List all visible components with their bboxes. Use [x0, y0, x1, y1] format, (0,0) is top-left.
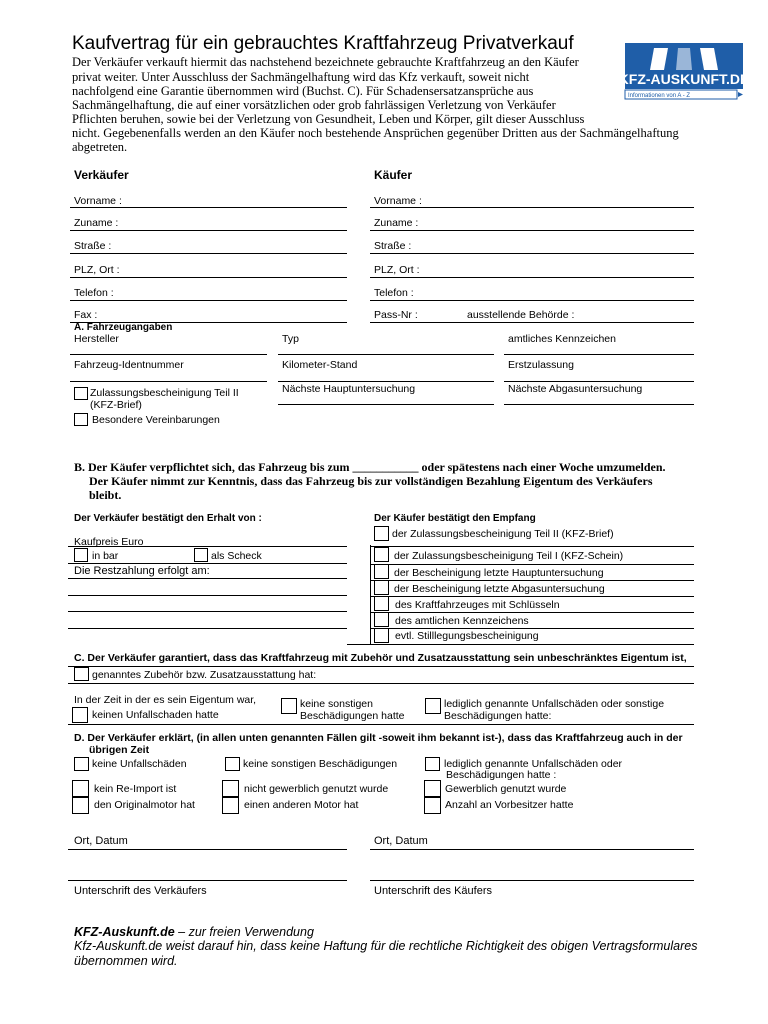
commercial-checkbox[interactable] [424, 780, 441, 797]
buyer-plz-field[interactable] [370, 277, 694, 278]
buyer-receipt-heading: Der Käufer bestätigt den Empfang [374, 513, 536, 524]
prev-owners-label: Anzahl an Vorbesitzer hatte [445, 799, 574, 811]
prev-owners-checkbox[interactable] [424, 797, 441, 814]
buyer-vorname-field[interactable] [370, 207, 694, 208]
no-other-damage-label-2: Beschädigungen hatte [300, 710, 405, 722]
d-no-other-checkbox[interactable] [225, 757, 240, 771]
seller-plz-label: PLZ, Ort : [74, 264, 120, 276]
accessories-checkbox[interactable] [74, 667, 89, 681]
section-b-line3: bleibt. [89, 488, 122, 502]
footer-line-3: übernommen wird. [74, 954, 178, 968]
seller-signature-field[interactable] [68, 880, 347, 881]
page-title: Kaufvertrag für ein gebrauchtes Kraftfahrzeug Privatverkauf [72, 33, 574, 54]
footer-brand: KFZ-Auskunft.de [74, 925, 175, 939]
d-no-accident-checkbox[interactable] [74, 757, 89, 771]
seller-telefon-label: Telefon : [74, 287, 114, 299]
svg-text:KFZ-AUSKUNFT.DE: KFZ-AUSKUNFT.DE [624, 71, 744, 87]
no-accident-damage-label: keinen Unfallschaden hatte [92, 709, 219, 721]
intro-line: Sachmängelhaftung, die auf einer vorsätzlichen oder grob fahrlässigen Verletzung von Verkäufer [72, 98, 556, 112]
d-named-damage-label-2: Beschädigungen hatte : [446, 769, 557, 781]
accessories-field[interactable] [68, 683, 694, 684]
cash-checkbox[interactable] [74, 548, 88, 562]
d-named-damage-label-1: lediglich genannte Unfallschäden oder [444, 758, 623, 770]
no-accident-damage-checkbox[interactable] [72, 707, 88, 723]
buyer-zuname-field[interactable] [370, 230, 694, 231]
section-c-heading: C. Der Verkäufer garantiert, dass das Kraftfahrzeug mit Zubehör und Zusatzausstattung sein unbeschränktes Eigentum ist, [74, 652, 687, 664]
seller-strasse-label: Straße : [74, 240, 112, 252]
au-label: Nächste Abgasuntersuchung [508, 383, 643, 395]
remaining-payment-field[interactable] [68, 578, 347, 579]
blank-line[interactable] [68, 595, 347, 596]
erstzulassung-label: Erstzulassung [508, 359, 574, 371]
receipt-row-line [370, 580, 694, 581]
logo-graphic [624, 42, 744, 100]
place-date-right-field[interactable] [370, 849, 694, 850]
buyer-zuname-label: Zuname : [374, 217, 419, 229]
receipt-checkbox-keys[interactable] [374, 596, 389, 611]
receipt-row-line [370, 596, 694, 597]
intro-line: nachfolgend eine Garantie übernommen wird (Buchst. C). Für Schadensersatzansprüche aus [72, 84, 534, 98]
hu-field[interactable] [278, 404, 494, 405]
receipt-item-zb1: der Zulassungsbescheinigung Teil I (KFZ-Schein) [394, 550, 624, 562]
accessories-label: genanntes Zubehör bzw. Zusatzausstattung hat: [92, 669, 317, 681]
km-field[interactable] [278, 381, 494, 382]
price-label: Kaufpreis Euro [74, 536, 144, 548]
seller-receipt-heading: Der Verkäufer bestätigt den Erhalt von : [74, 513, 262, 524]
buyer-heading: Käufer [374, 168, 413, 182]
receipt-item-au: der Bescheinigung letzte Abgasuntersuchung [394, 583, 605, 595]
no-other-damage-label-1: keine sonstigen [300, 698, 373, 710]
special-agreements-label: Besondere Vereinbarungen [92, 414, 220, 426]
buyer-strasse-label: Straße : [374, 240, 412, 252]
receipt-item-hu: der Bescheinigung letzte Hauptuntersuchung [394, 567, 604, 579]
buyer-telefon-field[interactable] [370, 300, 694, 301]
receipt-item-plates: des amtlichen Kennzeichens [395, 615, 529, 627]
logo-arrow-icon [738, 92, 743, 97]
kfz-auskunft-logo [624, 42, 744, 100]
hu-label: Nächste Hauptuntersuchung [282, 383, 416, 395]
d-no-accident-label: keine Unfallschäden [92, 758, 187, 770]
receipt-checkbox-zb1[interactable] [374, 547, 389, 562]
no-reimport-label: kein Re-Import ist [94, 783, 177, 795]
receipt-checkbox-plates[interactable] [374, 612, 389, 627]
buyer-passnr-label: Pass-Nr : [374, 309, 418, 321]
section-d-heading-1: D. Der Verkäufer erklärt, (in allen unten genannten Fällen gilt -soweit ihm bekannt ist-), dass das Kraftfahrzeug auch in der [74, 732, 683, 744]
blank-line[interactable] [68, 628, 347, 629]
receipt-checkbox-hu[interactable] [374, 564, 389, 579]
blank-line[interactable] [68, 611, 347, 612]
hersteller-label: Hersteller [74, 333, 119, 345]
issuing-authority-label: ausstellende Behörde : [467, 309, 575, 321]
d-no-other-label: keine sonstigen Beschädigungen [243, 758, 398, 770]
original-motor-label: den Originalmotor hat [94, 799, 195, 811]
receipt-checkbox-zb2[interactable] [374, 526, 389, 541]
seller-vorname-field[interactable] [70, 207, 347, 208]
footer-brand-suffix: – zur freien Verwendung [174, 925, 314, 939]
no-reimport-checkbox[interactable] [72, 780, 89, 797]
receipt-bottom-line [347, 644, 694, 645]
fin-label: Fahrzeug-Identnummer [74, 359, 184, 371]
payment-method-line [68, 563, 347, 564]
receipt-item-zb2: der Zulassungsbescheinigung Teil II (KFZ-Brief) [392, 528, 614, 540]
d-named-damage-checkbox[interactable] [425, 757, 440, 771]
remaining-payment-label: Die Restzahlung erfolgt am: [74, 565, 210, 577]
place-date-right-label: Ort, Datum [374, 835, 428, 847]
seller-zuname-field[interactable] [70, 230, 347, 231]
buyer-passnr-field[interactable] [370, 322, 694, 323]
not-commercial-checkbox[interactable] [222, 780, 239, 797]
cash-label: in bar [92, 550, 119, 562]
price-field[interactable] [68, 546, 347, 547]
seller-vorname-label: Vorname : [74, 195, 122, 207]
ownership-period-label: In der Zeit in der es sein Eigentum war, [74, 694, 257, 706]
seller-plz-field[interactable] [70, 277, 347, 278]
place-date-left-label: Ort, Datum [74, 835, 128, 847]
cheque-checkbox[interactable] [194, 548, 208, 562]
receipt-row-line [370, 564, 694, 565]
receipt-item-decommission: evtl. Stilllegungsbescheinigung [395, 630, 539, 642]
buyer-strasse-field[interactable] [370, 253, 694, 254]
named-damage-label-1: lediglich genannte Unfallschäden oder sonstige [444, 698, 665, 710]
other-motor-label: einen anderen Motor hat [244, 799, 359, 811]
kfz-brief-checkbox[interactable] [74, 387, 88, 400]
section-c-line [68, 666, 694, 667]
zb2-label: Zulassungsbescheinigung Teil II [90, 387, 239, 399]
receipt-row-line [370, 546, 694, 547]
km-label: Kilometer-Stand [282, 359, 358, 371]
named-damage-checkbox[interactable] [425, 698, 441, 714]
footer-line-2: Kfz-Auskunft.de weist darauf hin, dass keine Haftung für die rechtliche Richtigkeit des obigen Vertragsformulares [74, 939, 698, 953]
seller-strasse-field[interactable] [70, 253, 347, 254]
kennzeichen-label: amtliches Kennzeichen [508, 333, 616, 345]
seller-signature-label: Unterschrift des Verkäufers [74, 885, 207, 897]
seller-fax-label: Fax : [74, 309, 98, 321]
intro-line: abgetreten. [72, 140, 128, 154]
typ-label: Typ [282, 333, 299, 345]
section-b-line1: B. Der Käufer verpflichtet sich, das Fahrzeug bis zum ___________ oder spätestens nach einer Woche umzumelden. [74, 460, 666, 474]
hersteller-field[interactable] [70, 354, 267, 355]
named-damage-field[interactable] [68, 724, 694, 725]
section-a-heading: A. Fahrzeugangaben [74, 322, 173, 333]
receipt-row-line [370, 628, 694, 629]
original-motor-checkbox[interactable] [72, 797, 89, 814]
receipt-row-line [370, 612, 694, 613]
intro-line: Pflichten beruhen, sowie bei der Verletzung von Gesundheit, Leben und Körper, gilt dieser Ausschluss [72, 112, 585, 126]
special-agreements-checkbox[interactable] [74, 413, 88, 426]
receipt-checkbox-decommission[interactable] [374, 628, 389, 643]
section-d-heading-2: übrigen Zeit [89, 744, 150, 756]
no-other-damage-checkbox[interactable] [281, 698, 297, 714]
receipt-divider [370, 545, 371, 645]
section-b-line2: Der Käufer nimmt zur Kenntnis, dass das Fahrzeug bis zur vollständigen Bezahlung Eigentum des Verkäufers [89, 474, 653, 488]
receipt-item-keys: des Kraftfahrzeuges mit Schlüsseln [395, 599, 560, 611]
typ-field[interactable] [278, 354, 494, 355]
intro-line: Der Verkäufer verkauft hiermit das nachstehend bezeichnete gebrauchte Kraftfahrzeug an den Käufer [72, 55, 579, 69]
buyer-signature-field[interactable] [370, 880, 694, 881]
named-damage-label-2: Beschädigungen hatte: [444, 710, 552, 722]
erstzulassung-field[interactable] [504, 381, 694, 382]
receipt-checkbox-au[interactable] [374, 580, 389, 595]
seller-zuname-label: Zuname : [74, 217, 119, 229]
buyer-plz-label: PLZ, Ort : [374, 264, 420, 276]
kennzeichen-field[interactable] [504, 354, 694, 355]
place-date-left-field[interactable] [68, 849, 347, 850]
buyer-signature-label: Unterschrift des Käufers [374, 885, 492, 897]
buyer-vorname-label: Vorname : [374, 195, 422, 207]
not-commercial-label: nicht gewerblich genutzt wurde [244, 783, 389, 795]
buyer-telefon-label: Telefon : [374, 287, 414, 299]
seller-heading: Verkäufer [74, 168, 129, 182]
seller-telefon-field[interactable] [70, 300, 347, 301]
other-motor-checkbox[interactable] [222, 797, 239, 814]
kfz-brief-label: (KFZ-Brief) [90, 399, 142, 411]
cheque-label: als Scheck [211, 550, 262, 562]
au-field[interactable] [504, 404, 694, 405]
svg-text:Informationen von A - Z: Informationen von A - Z [628, 93, 691, 99]
intro-line: privat weiter. Unter Ausschluss der Sachmängelhaftung wird das Kfz verkauft, soweit nicht [72, 70, 530, 84]
commercial-label: Gewerblich genutzt wurde [445, 783, 567, 795]
fin-field[interactable] [70, 381, 267, 382]
footer-line-1 [74, 925, 314, 939]
intro-line: nicht. Gegebenenfalls werden an den Käufer noch bestehende Ansprüchen gegenüber Dritten aus der Sachmängelhaftung [72, 126, 679, 140]
